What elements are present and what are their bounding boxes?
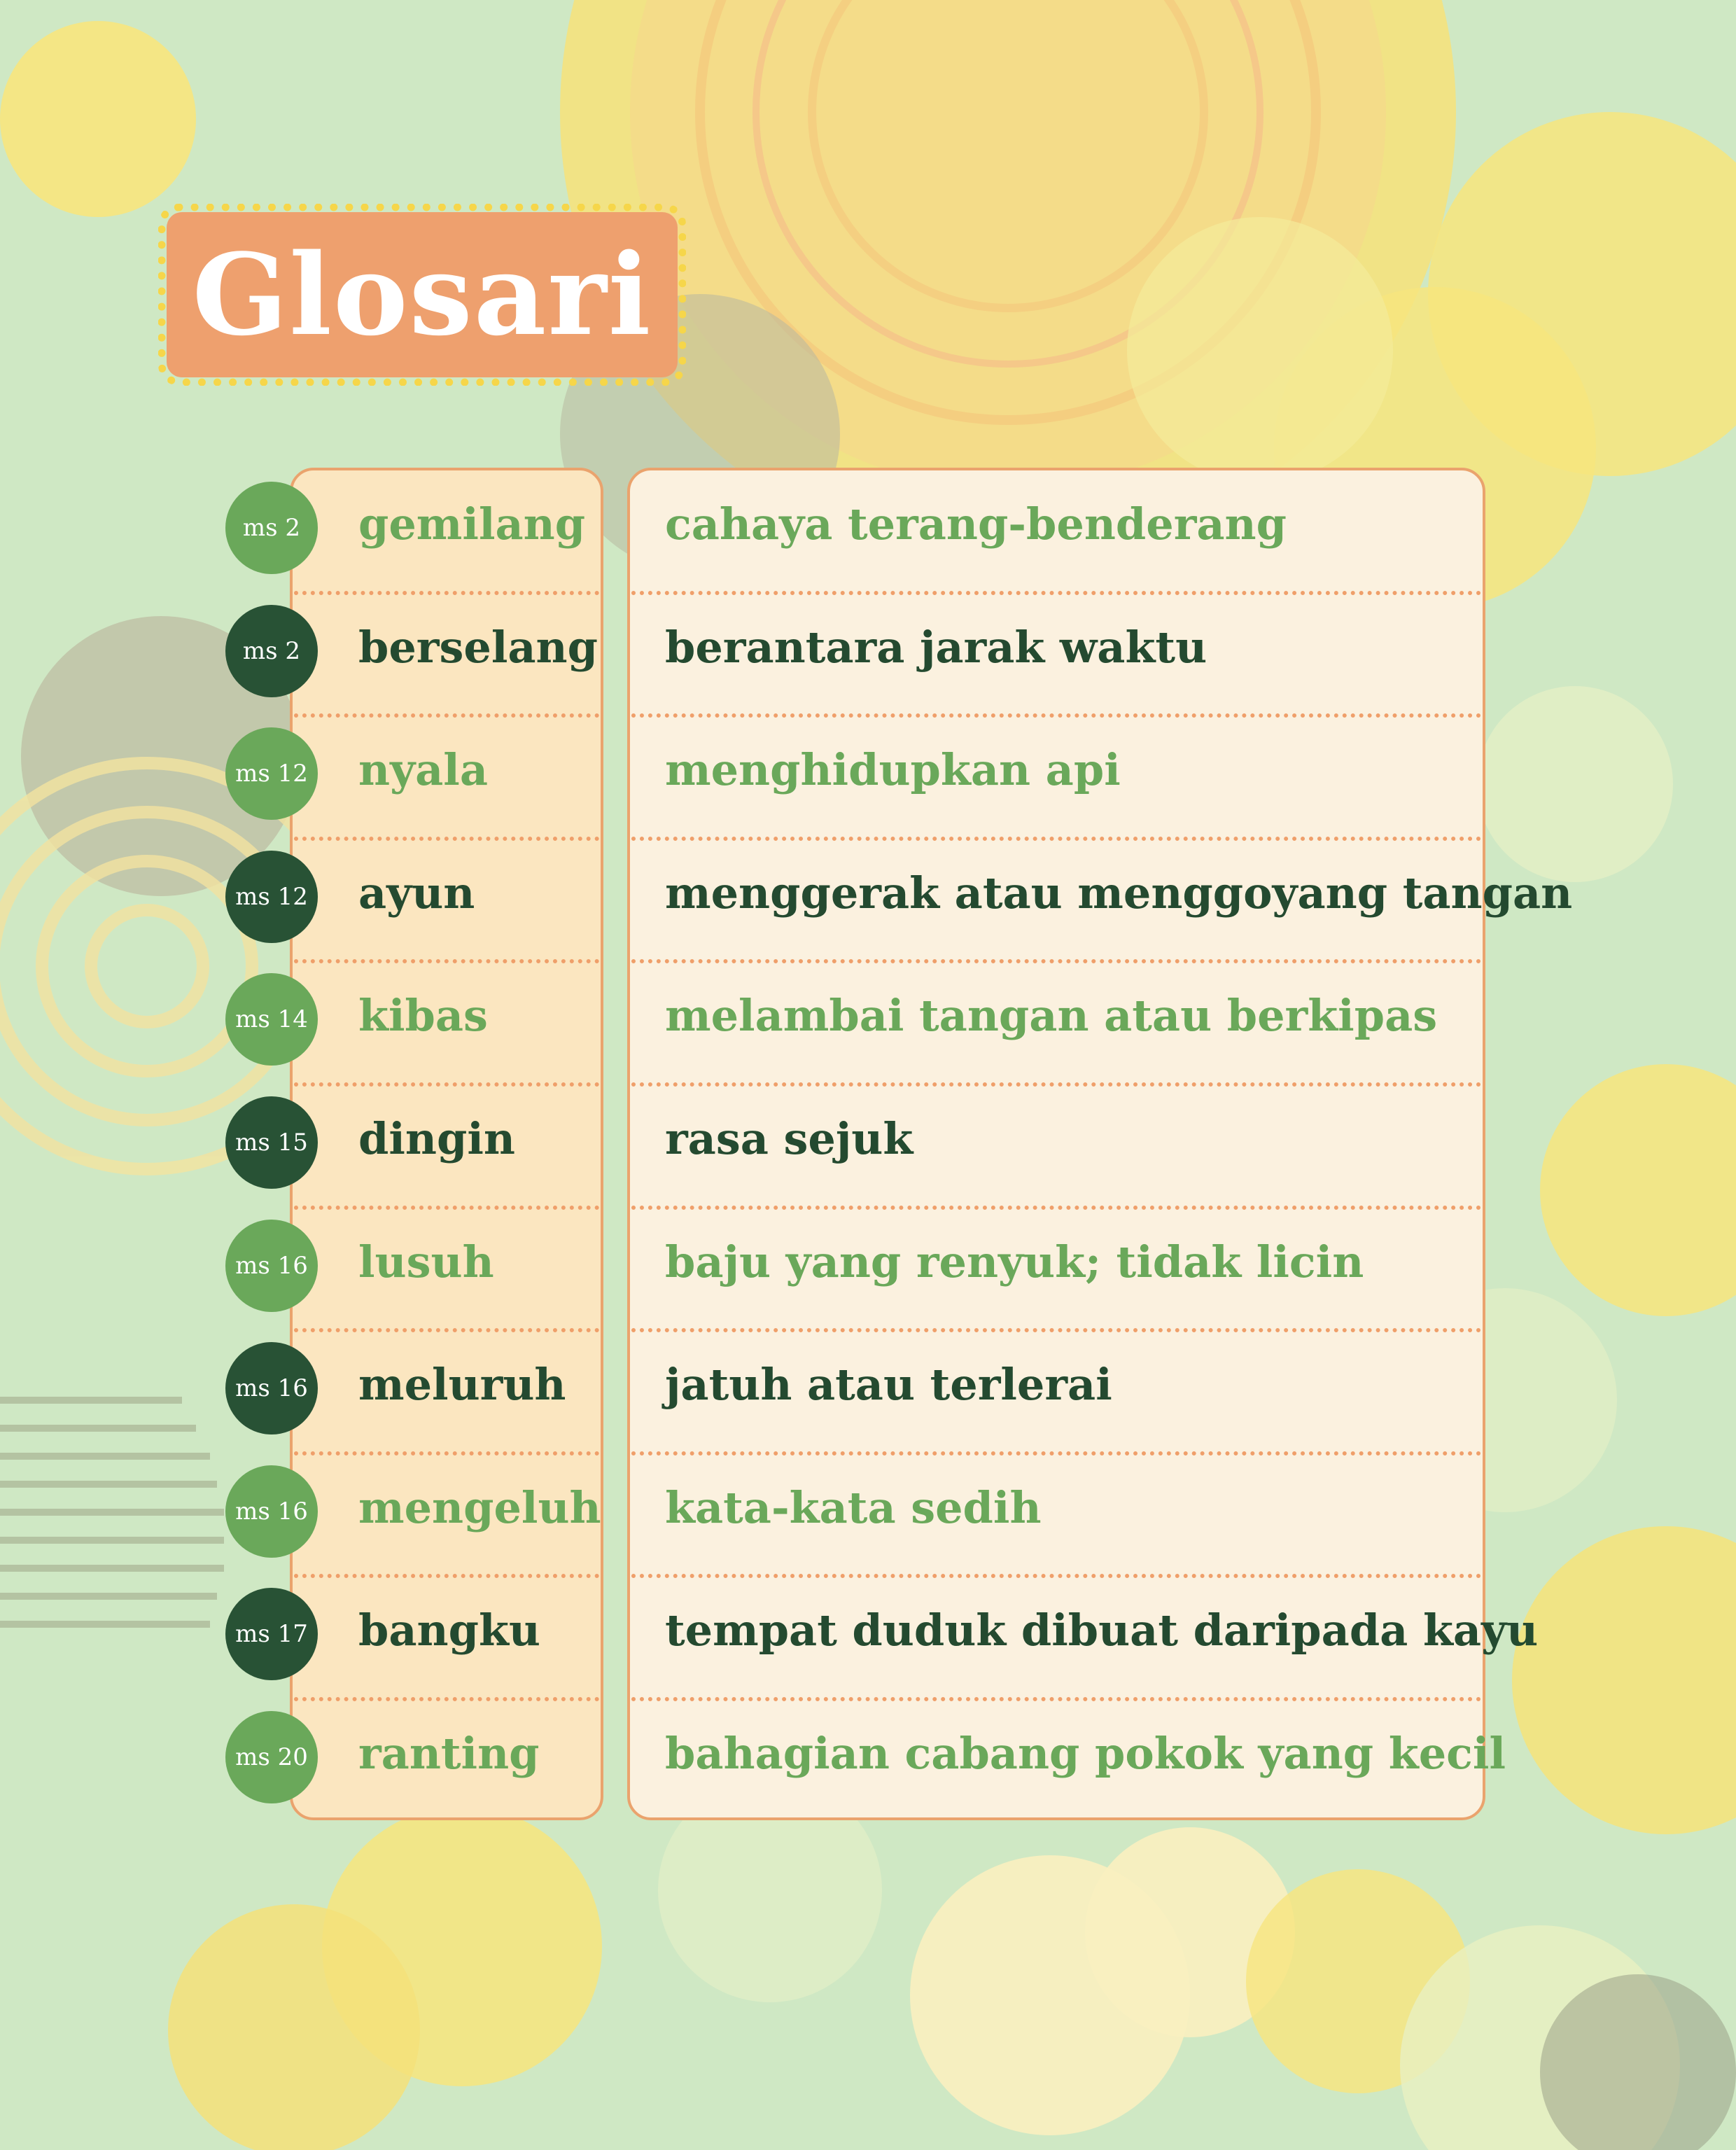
page-reference-badge: ms 14 [225, 973, 318, 1066]
row-divider [294, 959, 599, 963]
glossary-term: bangku [358, 1605, 540, 1656]
glossary-term: gemilang [358, 498, 586, 550]
page-reference-badge: ms 16 [225, 1220, 318, 1312]
glossary-definition: tempat duduk dibuat daripada kayu [665, 1605, 1539, 1656]
glossary-term: meluruh [358, 1359, 566, 1411]
glossary-definition: cahaya terang-benderang [665, 498, 1287, 550]
glossary-definition: jatuh atau terlerai [665, 1359, 1112, 1411]
row-divider [294, 1328, 599, 1332]
row-divider [631, 1697, 1481, 1701]
row-divider [631, 1574, 1481, 1578]
glossary-term: nyala [358, 744, 489, 796]
page-reference-badge: ms 20 [225, 1711, 318, 1803]
page-reference-badge: ms 12 [225, 851, 318, 943]
page-reference-badge: ms 17 [225, 1588, 318, 1680]
page-reference-badge: ms 16 [225, 1465, 318, 1558]
row-divider [294, 591, 599, 595]
glossary-term: mengeluh [358, 1481, 601, 1533]
row-divider [631, 1328, 1481, 1332]
row-divider [294, 1082, 599, 1087]
glossary-definition: menghidupkan api [665, 744, 1121, 796]
row-divider [631, 1082, 1481, 1087]
glossary-term: kibas [358, 990, 488, 1042]
page-title: Glosari [192, 229, 652, 361]
row-divider [294, 1451, 599, 1456]
row-divider [294, 837, 599, 841]
glossary-term: lusuh [358, 1236, 494, 1287]
glossary-term: dingin [358, 1113, 515, 1164]
row-divider [294, 713, 599, 718]
row-divider [294, 1697, 599, 1701]
row-divider [631, 1206, 1481, 1210]
row-divider [294, 1574, 599, 1578]
glossary-term: ayun [358, 867, 475, 919]
row-divider [631, 713, 1481, 718]
glossary-definition: kata-kata sedih [665, 1481, 1042, 1533]
page-reference-badge: ms 2 [225, 605, 318, 697]
page-reference-badge: ms 15 [225, 1096, 318, 1189]
page-reference-badge: ms 12 [225, 727, 318, 820]
glossary-title-banner [167, 212, 678, 377]
page-reference-badge: ms 2 [225, 482, 318, 574]
row-divider [631, 837, 1481, 841]
glossary-definition: rasa sejuk [665, 1113, 913, 1164]
glossary-definition: baju yang renyuk; tidak licin [665, 1236, 1364, 1287]
row-divider [631, 1451, 1481, 1456]
page-reference-badge: ms 16 [225, 1342, 318, 1435]
row-divider [294, 1206, 599, 1210]
glossary-definition: berantara jarak waktu [665, 621, 1208, 673]
row-divider [631, 959, 1481, 963]
glossary-definition: melambai tangan atau berkipas [665, 990, 1438, 1042]
row-divider [631, 591, 1481, 595]
glossary-definition: bahagian cabang pokok yang kecil [665, 1728, 1506, 1779]
glossary-term: berselang [358, 621, 598, 673]
glossary-term: ranting [358, 1728, 540, 1779]
glossary-definition: menggerak atau menggoyang tangan [665, 867, 1573, 919]
